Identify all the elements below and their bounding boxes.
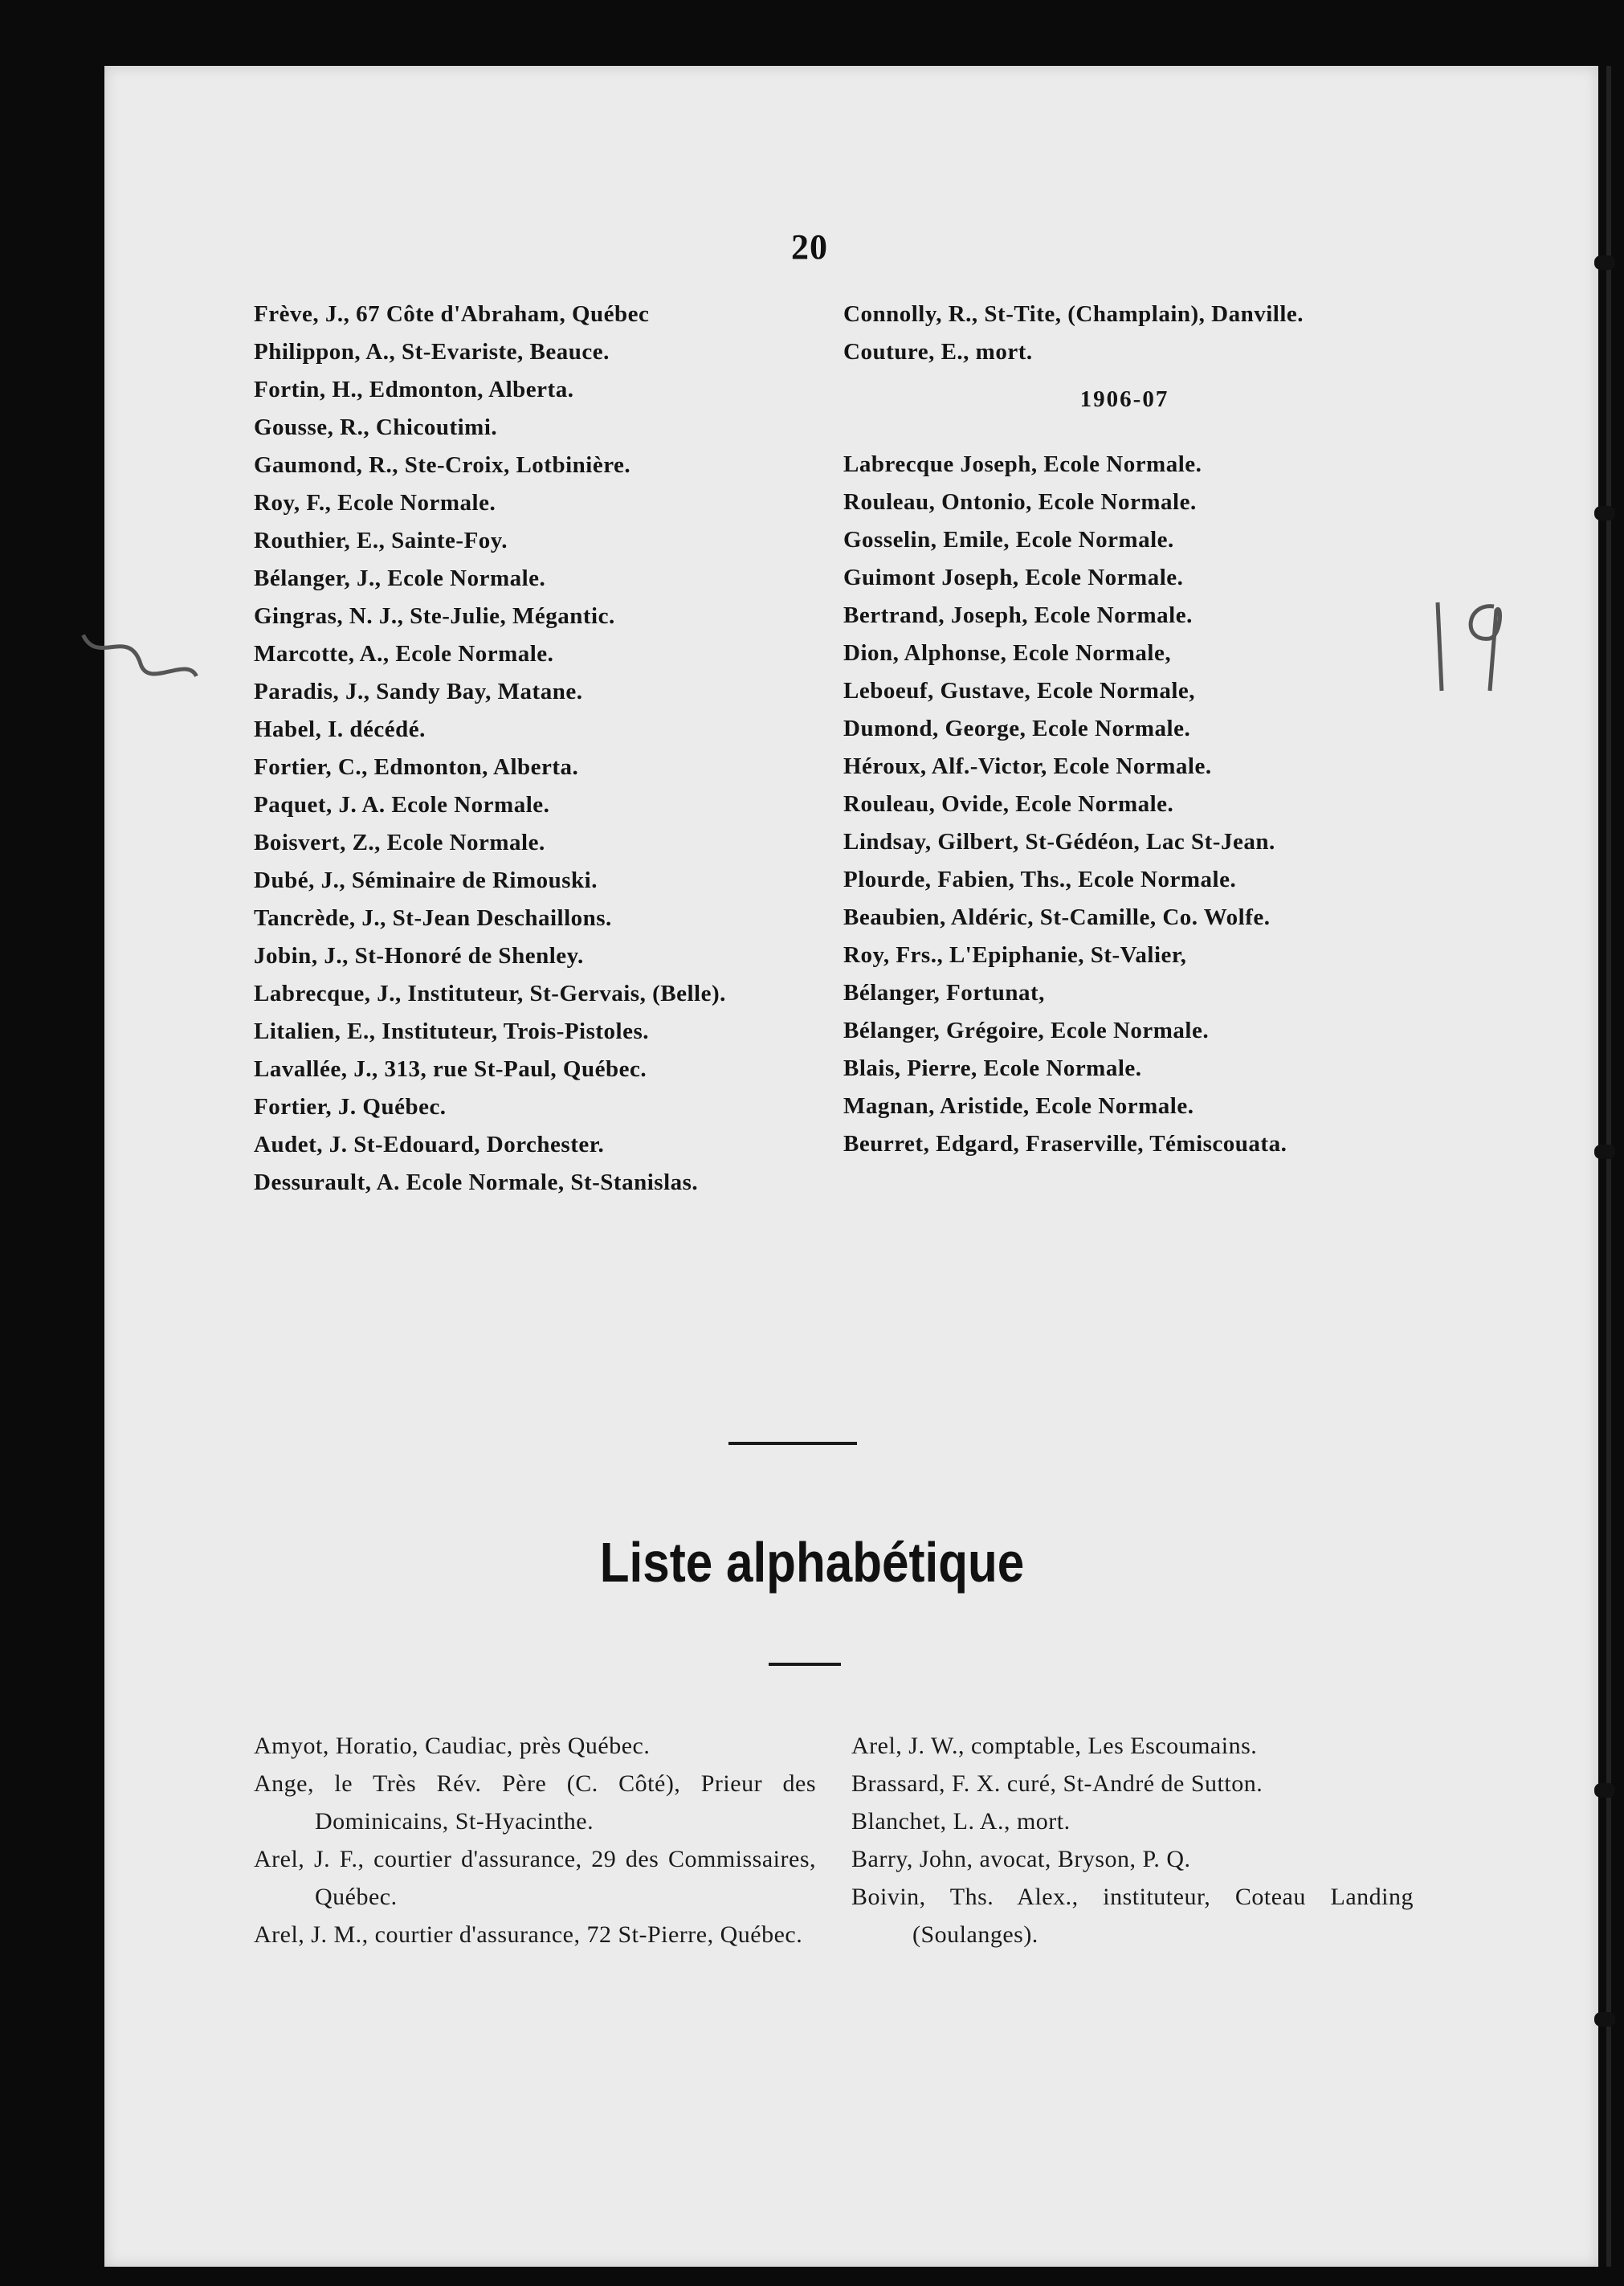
directory-entry: Paquet, J. A. Ecole Normale. (254, 792, 550, 818)
binding-edge (1606, 66, 1611, 2267)
directory-entry: Gingras, N. J., Ste-Julie, Mégantic. (254, 603, 615, 629)
directory-entry: Fortier, C., Edmonton, Alberta. (254, 754, 579, 780)
directory-entry: Dion, Alphonse, Ecole Normale, (843, 640, 1172, 666)
directory-entry: Dubé, J., Séminaire de Rimouski. (254, 867, 598, 893)
directory-entry: Bertrand, Joseph, Ecole Normale. (843, 602, 1193, 628)
directory-entry: Habel, I. décédé. (254, 716, 426, 742)
directory-entry: Guimont Joseph, Ecole Normale. (843, 565, 1184, 590)
directory-entry: Labrecque, J., Instituteur, St-Gervais, (Belle). (254, 981, 726, 1006)
directory-entry: Gosselin, Emile, Ecole Normale. (843, 527, 1174, 553)
directory-entry: Routhier, E., Sainte-Foy. (254, 528, 508, 553)
directory-entry: Paradis, J., Sandy Bay, Matane. (254, 679, 583, 704)
binding-ring (1594, 506, 1615, 520)
bottom-left-column (254, 1727, 816, 1953)
section-divider (728, 1442, 857, 1445)
directory-entry: Arel, J. F., courtier d'assurance, 29 des Commissaires, Québec. (254, 1846, 816, 1910)
directory-entry: Boisvert, Z., Ecole Normale. (254, 830, 545, 855)
directory-entry: Fortier, J. Québec. (254, 1094, 447, 1120)
directory-entry: Blanchet, L. A., mort. (851, 1808, 1071, 1835)
top-right-column (843, 296, 1406, 1163)
directory-entry: Rouleau, Ontonio, Ecole Normale. (843, 489, 1197, 515)
directory-entry: Barry, John, avocat, Bryson, P. Q. (851, 1846, 1191, 1872)
directory-entry: Arel, J. W., comptable, Les Escoumains. (851, 1733, 1258, 1759)
page-number: 20 (791, 227, 828, 267)
directory-entry: Bélanger, Fortunat, (843, 980, 1045, 1006)
directory-entry: Leboeuf, Gustave, Ecole Normale, (843, 678, 1196, 704)
year-heading: 1906-07 (1079, 386, 1169, 412)
directory-entry: Boivin, Ths. Alex., instituteur, Coteau Landing (Soulanges). (851, 1884, 1414, 1948)
directory-entry: Dessurault, A. Ecole Normale, St-Stanislas. (254, 1170, 699, 1195)
directory-entry: Fortin, H., Edmonton, Alberta. (254, 377, 574, 402)
directory-entry: Amyot, Horatio, Caudiac, près Québec. (254, 1733, 651, 1759)
bottom-right-column (851, 1727, 1414, 1953)
directory-entry: Magnan, Aristide, Ecole Normale. (843, 1093, 1194, 1119)
top-left-column (254, 296, 808, 1202)
directory-entry: Blais, Pierre, Ecole Normale. (843, 1055, 1142, 1081)
directory-entry: Brassard, F. X. curé, St-André de Sutton. (851, 1770, 1263, 1797)
directory-entry: Bélanger, Grégoire, Ecole Normale. (843, 1018, 1210, 1043)
directory-entry: Jobin, J., St-Honoré de Shenley. (254, 943, 584, 969)
binding-ring (1594, 255, 1615, 270)
directory-entry: Labrecque Joseph, Ecole Normale. (843, 451, 1202, 477)
binding-ring (1594, 1783, 1615, 1798)
directory-entry: Tancrède, J., St-Jean Deschaillons. (254, 905, 612, 931)
directory-entry: Ange, le Très Rév. Père (C. Côté), Prieur des Dominicains, St-Hyacinthe. (254, 1770, 816, 1835)
directory-entry: Lavallée, J., 313, rue St-Paul, Québec. (254, 1056, 647, 1082)
directory-entry: Beurret, Edgard, Fraserville, Témiscouata. (843, 1131, 1287, 1157)
directory-entry: Audet, J. St-Edouard, Dorchester. (254, 1132, 605, 1157)
section-divider (769, 1663, 841, 1666)
directory-entry: Gousse, R., Chicoutimi. (254, 414, 498, 440)
directory-entry: Plourde, Fabien, Ths., Ecole Normale. (843, 867, 1237, 892)
directory-entry: Lindsay, Gilbert, St-Gédéon, Lac St-Jean. (843, 829, 1275, 855)
section-title: Liste alphabétique (599, 1531, 1025, 1594)
directory-entry: Philippon, A., St-Evariste, Beauce. (254, 339, 610, 365)
directory-entry: Couture, E., mort. (843, 339, 1033, 365)
directory-entry: Roy, Frs., L'Epiphanie, St-Valier, (843, 942, 1187, 968)
directory-entry: Roy, F., Ecole Normale. (254, 490, 496, 516)
directory-entry: Connolly, R., St-Tite, (Champlain), Danville. (843, 301, 1304, 327)
directory-entry: Marcotte, A., Ecole Normale. (254, 641, 554, 667)
directory-entry: Bélanger, J., Ecole Normale. (254, 565, 546, 591)
directory-entry: Litalien, E., Instituteur, Trois-Pistoles. (254, 1018, 650, 1044)
directory-entry: Gaumond, R., Ste-Croix, Lotbinière. (254, 452, 631, 478)
directory-entry: Frève, J., 67 Côte d'Abraham, Québec (254, 301, 650, 327)
directory-entry: Dumond, George, Ecole Normale. (843, 716, 1191, 741)
directory-entry: Arel, J. M., courtier d'assurance, 72 St-Pierre, Québec. (254, 1921, 803, 1948)
directory-entry: Héroux, Alf.-Victor, Ecole Normale. (843, 753, 1212, 779)
binding-ring (1594, 1145, 1615, 1159)
directory-entry: Rouleau, Ovide, Ecole Normale. (843, 791, 1174, 817)
binding-ring (1594, 2012, 1615, 2027)
handwritten-mark-right (1426, 578, 1514, 724)
directory-entry: Beaubien, Aldéric, St-Camille, Co. Wolfe. (843, 904, 1271, 930)
